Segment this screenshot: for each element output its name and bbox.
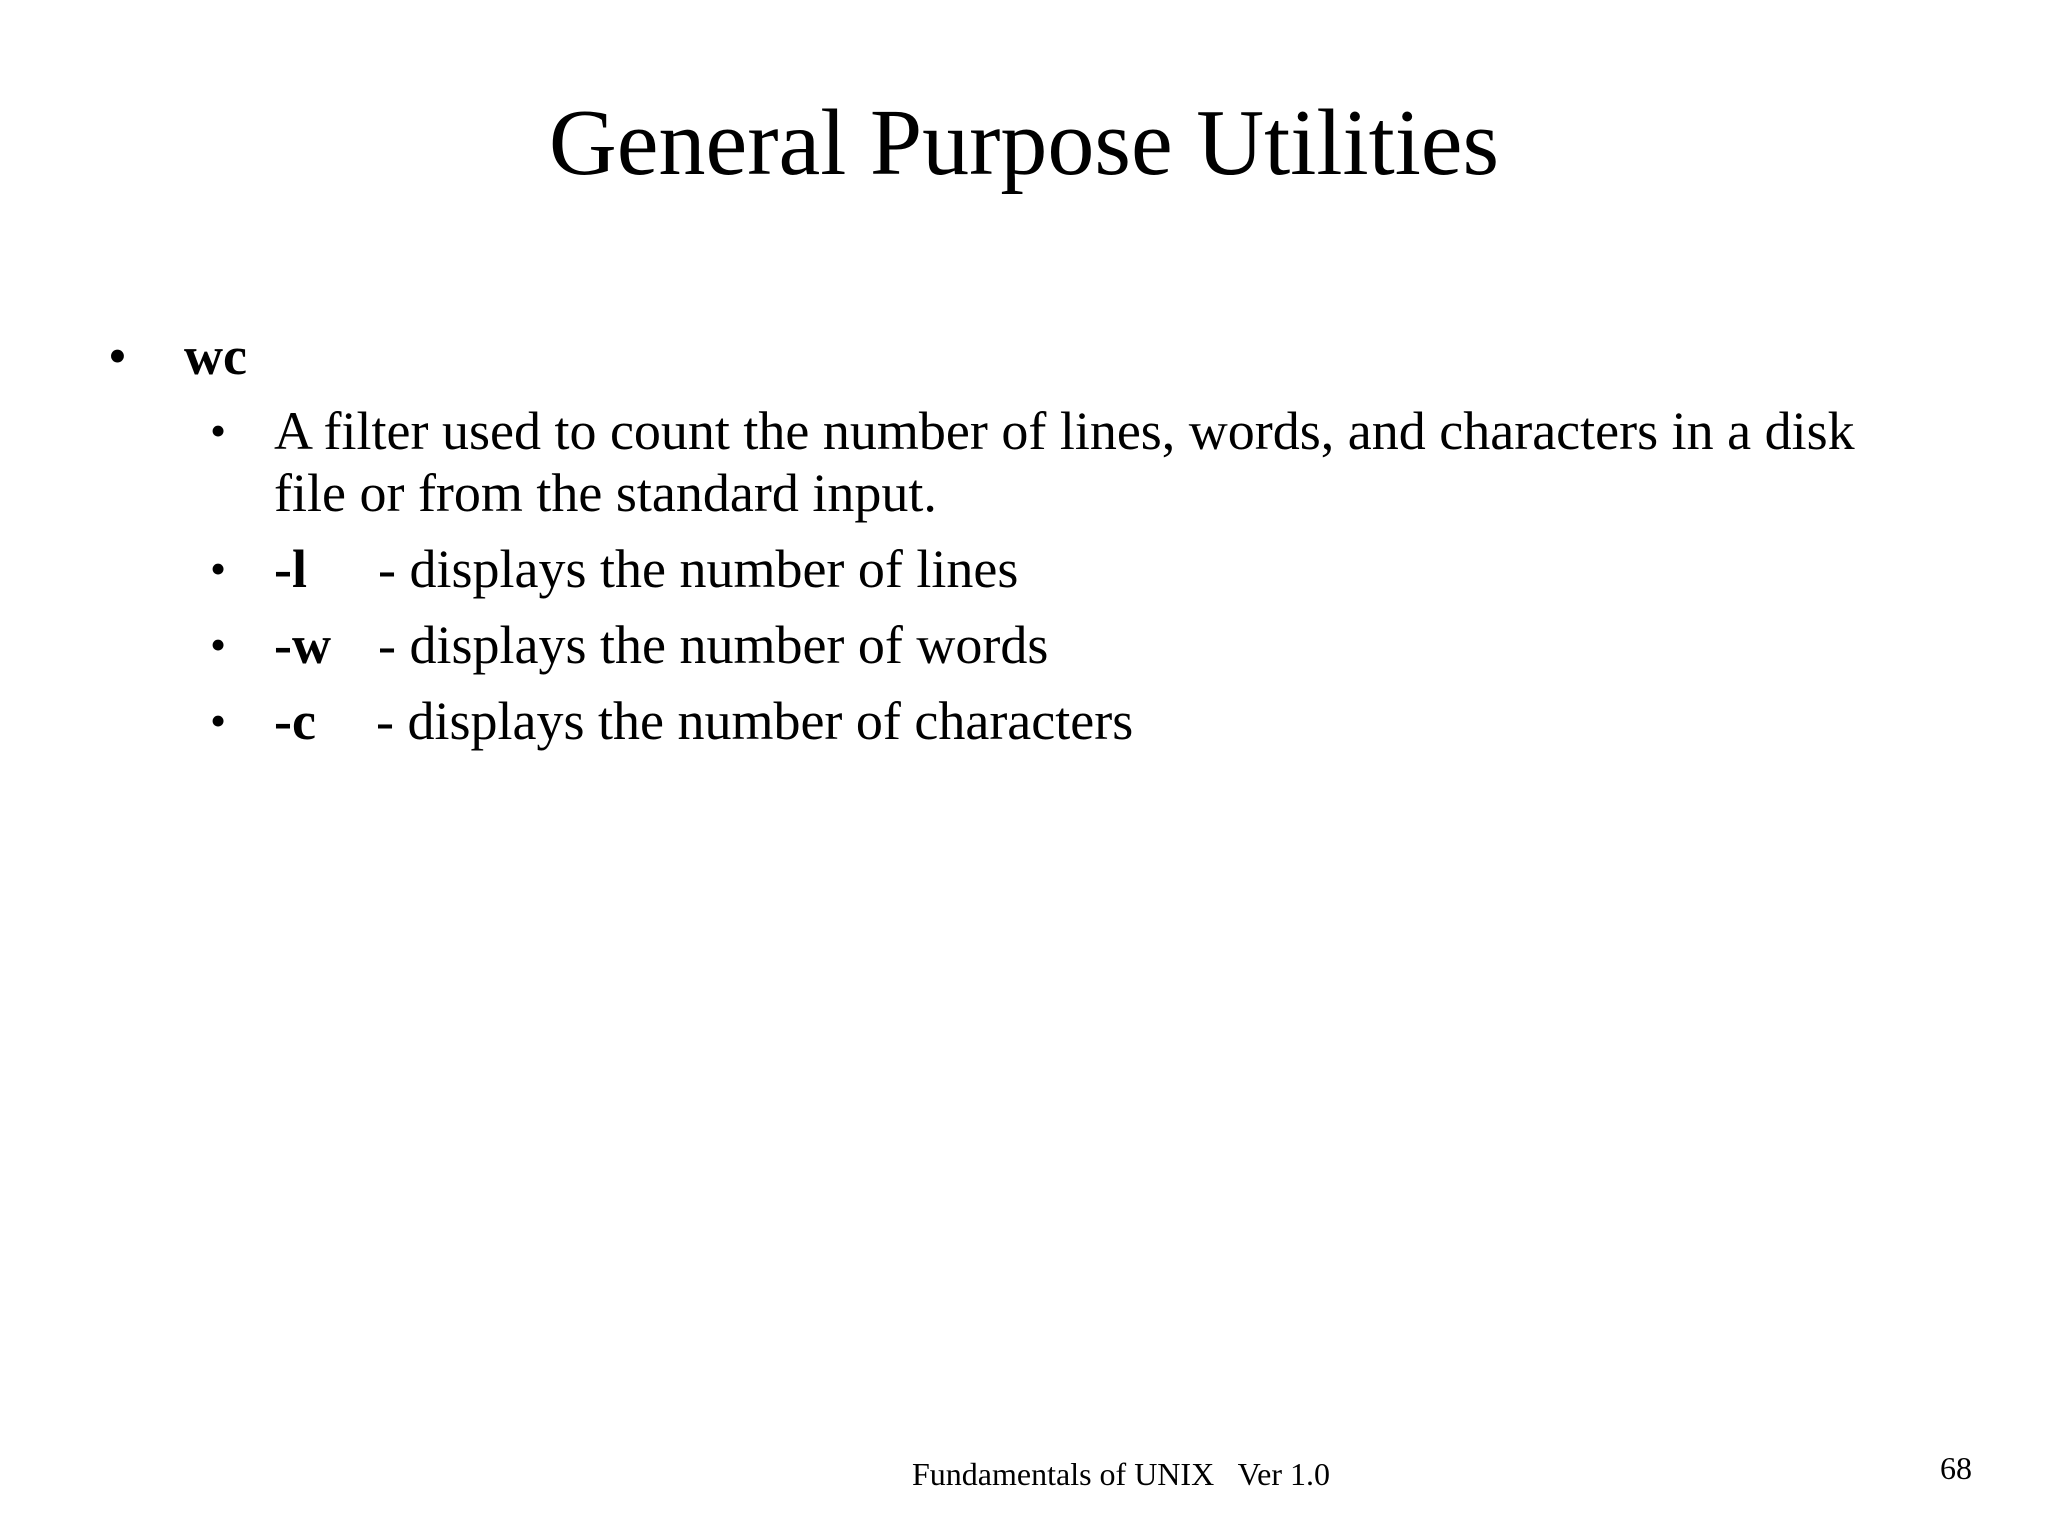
bullet-dot: •	[210, 405, 227, 456]
sub-bullet-option-w	[210, 614, 1910, 676]
bullet-dot: •	[210, 619, 227, 670]
description-text: A filter used to count the number of lines, words, and characters in a disk file or from the standard input.	[274, 401, 1855, 523]
option-flag: -w	[274, 615, 331, 675]
bullet-dot: •	[210, 543, 227, 594]
option-flag: -c	[274, 691, 316, 751]
sub-bullet-option-c	[210, 690, 1910, 752]
footer-text: Fundamentals of UNIX Ver 1.0	[912, 1456, 1331, 1492]
option-description: - displays the number of characters	[376, 691, 1134, 751]
option-flag: -l	[274, 539, 307, 599]
sub-bullet-option-l	[210, 538, 1910, 600]
command-name: wc	[184, 326, 247, 386]
bullet-dot: •	[108, 326, 127, 386]
bullet-dot: •	[210, 695, 227, 746]
option-description: - displays the number of lines	[378, 539, 1019, 599]
option-description: - displays the number of words	[378, 615, 1049, 675]
page-number: 68	[1940, 1450, 1972, 1486]
slide-title: General Purpose Utilities	[548, 91, 1500, 195]
sub-bullet-description	[210, 400, 1910, 524]
sub-bullet-list	[210, 400, 1910, 766]
